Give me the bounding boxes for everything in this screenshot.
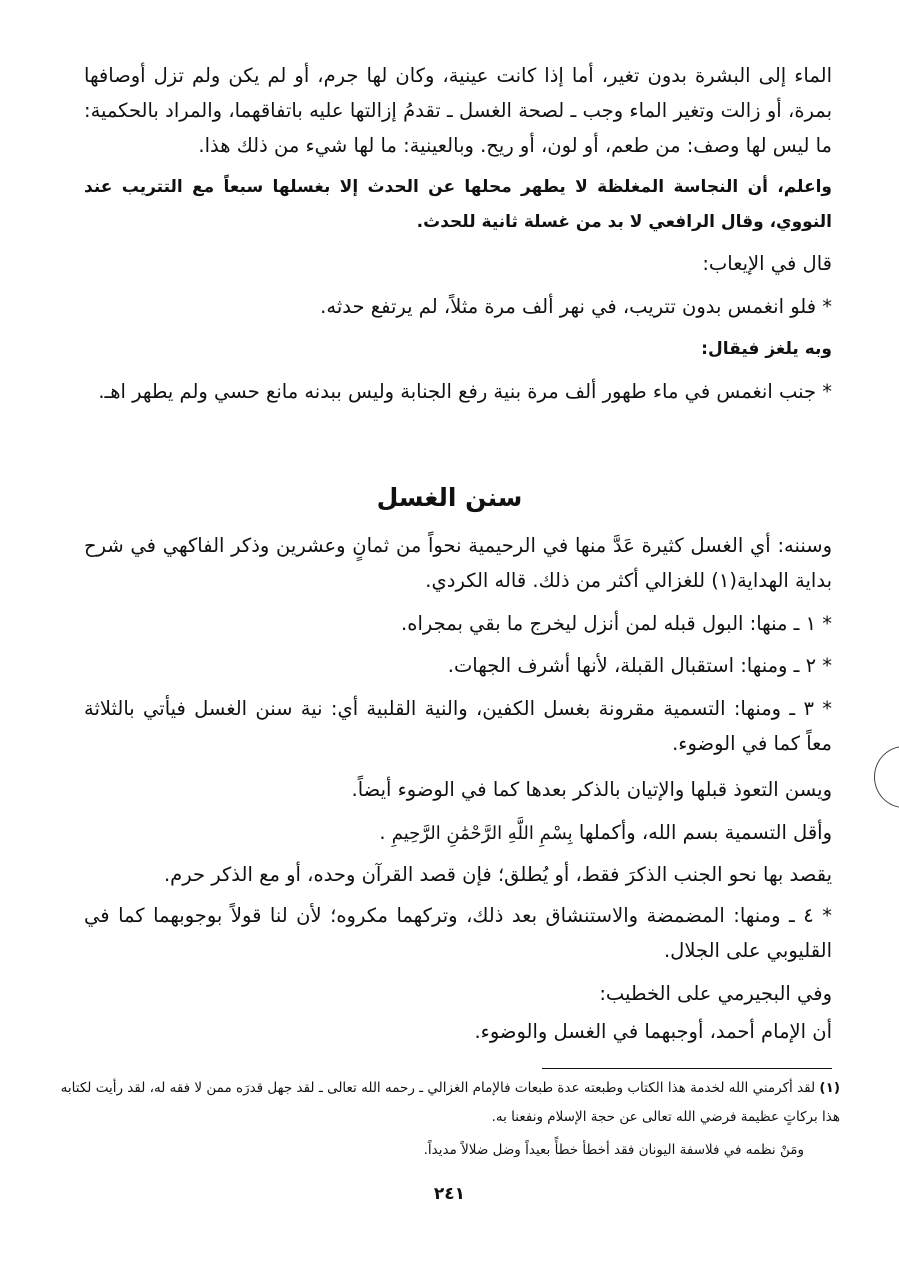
taawwudh-line: ويسن التعوذ قبلها والإتيان بالذكر بعدها كما في الوضوء أيضاً. (351, 778, 832, 801)
sunan-intro: وسننه: أي الغسل كثيرة عَدَّ منها في الرحيمية نحواً من ثمانٍ وعشرين وذكر الفاكهي في شرح بداية الهداية(١) للغزالي أكثر من ذلك. قاله الكردي. (84, 534, 832, 592)
bold-note: واعلم، أن النجاسة المغلظة لا يطهر محلها عن الحدث إلا بغسلها سبعاً مع التتريب عند النووي، وقال الرافعي لا بد من غسلة ثانية للحدث. (84, 177, 832, 232)
item-1: * ١ ـ منها: البول قبله لمن أنزل ليخرج ما بقي بمجراه. (401, 612, 832, 635)
page-number: ٢٤١ (433, 1184, 466, 1204)
bullet-river: * فلو انغمس بدون تتريب، في نهر ألف مرة مثلاً، لم يرتفع حدثه. (320, 295, 832, 318)
junub-intent: يقصد بها نحو الجنب الذكرَ فقط، أو يُطلق؛ فإن قصد القرآن وحده، أو مع الذكر حرم. (163, 863, 832, 886)
footnote-text-2: ومَنْ نظمه في فلاسفة اليونان فقد أخطأ خطأً بعيداً وضل ضلالاً مديداً. (423, 1142, 804, 1158)
top-paragraph: الماء إلى البشرة بدون تغير، أما إذا كانت عينية، وكان لها جرم، أو لم يكن ولم تزل أوصافها بمرة، أو زالت وتغير الماء وجب ـ لصحة الغسل ـ تقدمُ إزالتها عليه باتفاقهما، والمراد بالحكمية: ما ليس لها وصف: من طعم، أو لون، أو ريح. وبالعينية: ما لها شيء من ذلك هذا. (84, 64, 832, 157)
footnote-text-1: لقد أكرمني الله لخدمة هذا الكتاب وطبعته عدة طبعات فالإمام الغزالي ـ رحمه الله تعالى ـ لقد جهل قدرَه ممن لا فقه له، لقد رأيت لكتابه هذا بركاتٍ عظيمة فرضي الله تعالى عن حجة الإسلام ونفعنا به. (60, 1080, 840, 1125)
item-4: * ٤ ـ ومنها: المضمضة والاستنشاق بعد ذلك، وتركهما مكروه؛ لأن لنا قولاً بوجوبهما كما في القليوبي على الجلال. (84, 904, 832, 962)
tasmiya-text: وأقل التسمية بسم الله، وأكملها (578, 821, 832, 844)
item-2: * ٢ ـ ومنها: استقبال القبلة، لأنها أشرف الجهات. (447, 654, 832, 677)
bujayrimi-line: وفي البجيرمي على الخطيب: (599, 982, 832, 1005)
scan-edge-arc (874, 746, 899, 808)
footnote-divider (542, 1068, 832, 1069)
imam-ahmad-line: أن الإمام أحمد، أوجبهما في الغسل والوضوء. (474, 1020, 832, 1043)
item-3: * ٣ ـ ومنها: التسمية مقرونة بغسل الكفين، والنية القلبية أي: نية سنن الغسل فيأتي بالثلاثة معاً كما في الوضوء. (84, 697, 833, 755)
footnote (60, 1074, 840, 1132)
qal-iab: قال في الإيعاب: (702, 252, 832, 275)
footnote-number: (١) (819, 1080, 840, 1096)
basmala: بِسْمِ اللَّهِ الرَّحْمَٰنِ الرَّحِيمِ (391, 823, 573, 844)
tasmiya-line (67, 815, 832, 851)
bullet-junub: * جنب انغمس في ماء طهور ألف مرة بنية رفع الجنابة وليس ببدنه مانع حسي ولم يطهر اهـ. (98, 380, 832, 403)
riddle-label: وبه يلغز فيقال: (701, 339, 832, 359)
tasmiya-end: . (379, 821, 386, 844)
section-heading: سنن الغسل (376, 483, 523, 512)
